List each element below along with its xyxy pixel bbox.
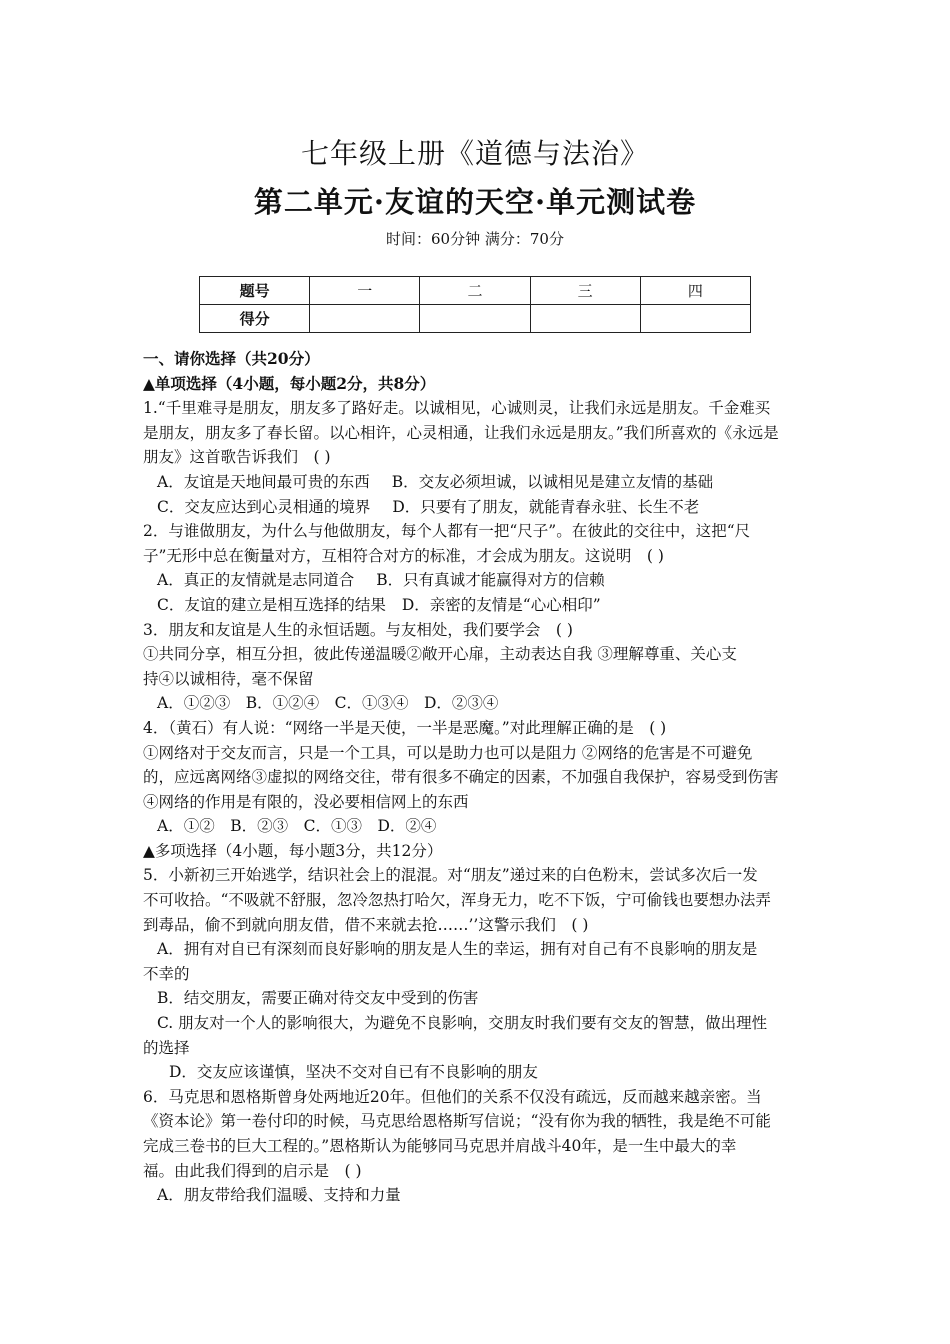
score-table-cell: 三 [530, 277, 640, 305]
score-table [199, 276, 751, 333]
question-2-line: 子”无形中总在衡量对方，互相符合对方的标准，才会成为朋友。这说明 ( ) [143, 546, 664, 565]
option-b: B．交友必须坦诚，以诚相见是建立友情的基础 [391, 472, 714, 491]
question-5-line: 到毒品，偷不到就向朋友借，借不来就去抢……’’这警示我们 ( ) [143, 915, 589, 934]
question-body [143, 347, 809, 1208]
score-input-cell[interactable] [530, 305, 640, 333]
score-table-cell: 题号 [200, 277, 310, 305]
score-table-cell: 四 [640, 277, 750, 305]
question-2-options-ab [143, 568, 809, 593]
option-d: D．亲密的友情是“心心相印” [401, 595, 601, 614]
question-4-line: ①网络对于交友而言，只是一个工具，可以是助力也可以是阻力 ②网络的危害是不可避免 [143, 743, 753, 762]
question-5-line: 不可收拾。“不吸就不舒服，忽冷忽热打哈欠，浑身无力，吃不下饭，宁可偷钱也要想办法弄 [143, 891, 771, 910]
question-1-line: 是朋友，朋友多了春长留。以心相许，心灵相通，让我们永远是朋友。”我们所喜欢的《永远是 [143, 423, 779, 442]
question-4-line: 的，应远离网络③虚拟的网络交往，带有很多不确定的因素，不加强自我保护，容易受到伤害 [143, 768, 779, 787]
question-4-line: ④网络的作用是有限的，没必要相信网上的东西 [143, 792, 469, 811]
option-d: D．只要有了朋友，就能青春永驻、长生不老 [392, 497, 700, 516]
score-table-score-row [200, 305, 751, 333]
multi-choice-heading: ▲多项选择（4小题，每小题3分，共12分） [143, 841, 443, 860]
question-3-options: A．①②③ B．①②④ C．①③④ D．②③④ [157, 694, 499, 713]
question-5-line: 5．小新初三开始逃学，结识社会上的混混。对“朋友”递过来的白色粉末，尝试多次后一发 [143, 866, 758, 885]
score-input-cell[interactable] [640, 305, 750, 333]
question-1-options-ab [143, 470, 809, 495]
option-a: A．真正的友情就是志同道合 [157, 571, 355, 590]
score-table-cell: 一 [310, 277, 420, 305]
score-input-cell[interactable] [420, 305, 530, 333]
question-2-line: 2．与谁做朋友，为什么与他做朋友，每个人都有一把“尺子”。在彼此的交往中，这把“尺 [143, 522, 751, 541]
question-3-line: ①共同分享，相互分担，彼此传递温暖②敞开心扉，主动表达自我 ③理解尊重、关心支 [143, 645, 737, 664]
option-b: B．只有真诚才能赢得对方的信赖 [376, 571, 605, 590]
score-table-header-row [200, 277, 751, 305]
option-a: A．拥有对自已有深刻而良好影响的朋友是人生的幸运，拥有对自己有不良影响的朋友是 [157, 940, 758, 959]
question-1-line: 1.“千里难寻是朋友，朋友多了路好走。以诚相见，心诚则灵，让我们永远是朋友。千金难买 [143, 399, 771, 418]
option-d: D．交友应该谨慎，坚决不交对自已有不良影响的朋友 [169, 1063, 538, 1082]
question-3-line: 3．朋友和友谊是人生的永恒话题。与友相处，我们要学会 ( ) [143, 620, 573, 639]
page-title: 七年级上册《道德与法治》 [300, 137, 649, 170]
option-c: C. 朋友对一个人的影响很大，为避免不良影响，交朋友时我们要有交友的智慧，做出理性 [157, 1014, 768, 1033]
section-heading: 一、请你选择（共20分） [143, 349, 320, 368]
score-input-cell[interactable] [310, 305, 420, 333]
exam-meta: 时间：60分钟 满分：70分 [386, 230, 564, 248]
question-6-line: 福。由此我们得到的启示是 ( ) [143, 1161, 362, 1180]
option-a: A．友谊是天地间最可贵的东西 [157, 472, 370, 491]
option-a-continued: 不幸的 [143, 964, 190, 983]
page-subtitle: 第二单元·友谊的天空·单元测试卷 [253, 185, 697, 219]
question-2-options-cd [143, 593, 809, 618]
option-c-continued: 的选择 [143, 1038, 190, 1057]
question-1-options-cd [143, 495, 809, 520]
question-6-line: 完成三卷书的巨大工程的。”恩格斯认为能够同马克思并肩战斗40年，是一生中最大的幸 [143, 1137, 737, 1155]
question-1-line: 朋友》这首歌告诉我们 ( ) [143, 448, 331, 467]
question-6-line: 《资本论》第一卷付印的时候，马克思给恩格斯写信说；“没有你为我的牺牲，我是绝不可能 [143, 1112, 771, 1131]
option-c: C．交友应达到心灵相通的境界 [157, 497, 371, 516]
question-3-line: 持④以诚相待，毫不保留 [143, 669, 314, 688]
option-a: A．朋友带给我们温暖、支持和力量 [157, 1186, 401, 1205]
score-table-cell: 得分 [200, 305, 310, 333]
single-choice-heading: ▲单项选择（4小题，每小题2分，共8分） [143, 373, 436, 393]
option-c: C．友谊的建立是相互选择的结果 [157, 595, 386, 614]
option-b: B．结交朋友，需要正确对待交友中受到的伤害 [157, 989, 479, 1008]
question-6-line: 6．马克思和恩格斯曾身处两地近20年。但他们的关系不仅没有疏远，反而越来越亲密。当 [143, 1087, 762, 1106]
score-table-cell: 二 [420, 277, 530, 305]
question-4-options: A．①② B．②③ C．①③ D．②④ [157, 817, 437, 836]
question-4-line: 4．（黄石）有人说：“网络一半是天使，一半是恶魔。”对此理解正确的是 ( ) [143, 718, 667, 737]
